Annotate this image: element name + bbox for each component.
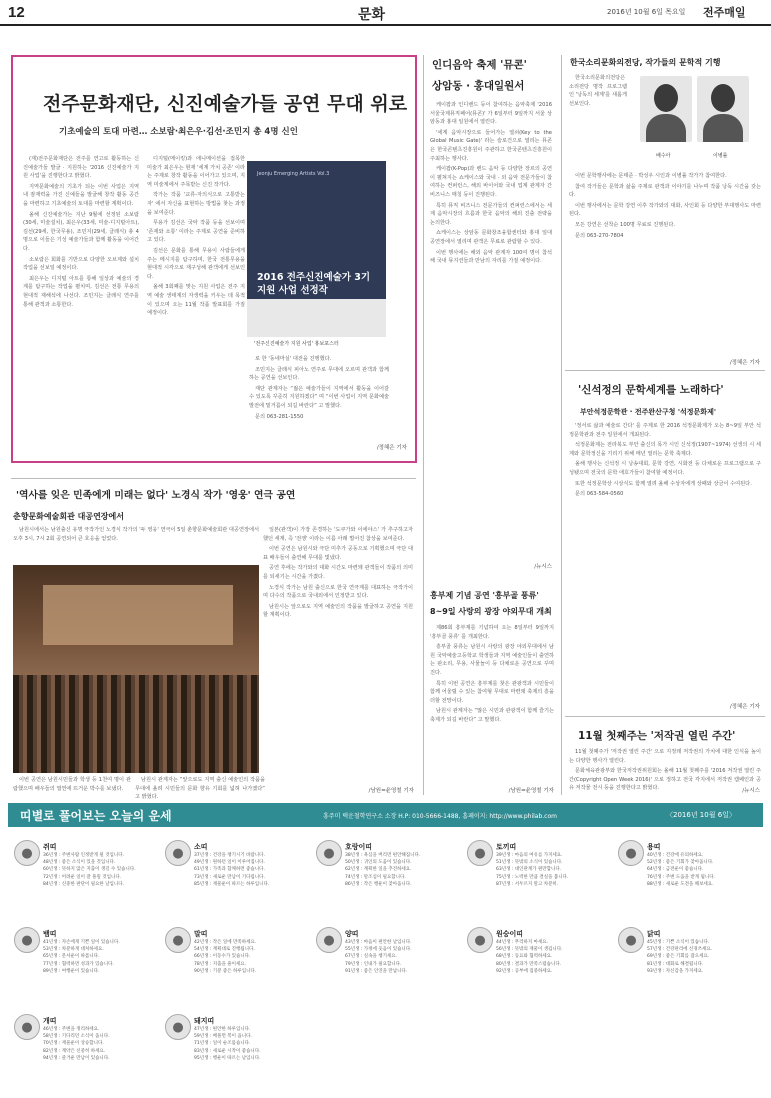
fortune-sign-text: [647, 939, 765, 975]
author-photo-1: [640, 76, 692, 142]
fortune-line: 69년생 : 좋은 기회를 잡으세요.: [647, 954, 710, 960]
fortune-sign: [467, 927, 615, 1009]
fortune-sign-name: 토끼띠: [496, 843, 517, 851]
fortune-line: 91년생 : 좋은 인연을 만납니다.: [345, 968, 408, 974]
poster-band: [247, 299, 386, 337]
fortune-line: 58년생 : 기다리던 소식이 옵니다.: [43, 1034, 110, 1040]
fortune-line: 52년생 : 좋은 기회가 찾아옵니다.: [647, 860, 714, 866]
theater-byline: /남원=윤영철 기자: [368, 788, 414, 794]
column-divider: [423, 55, 424, 795]
fortune-line: 49년생 : 원하던 일이 이루어집니다.: [194, 860, 265, 866]
prize-body: 이번 문학행사에는 문태준 · 박성우 시인과 이병률 작가가 참여한다. 참여 작가들은 문학과 삶을 주제로 관객과 이야기를 나누며 작품 낭독 시간을 갖는다. 이번 행사에서는 문학 강연 이후 작가와의 대화, 사인회 등 다양한 부대행사도 마련된다. 모든 강연은 선착순 100명 무료로 진행된다. 문의 063-270-7804: [569, 173, 761, 239]
fortune-sign: [618, 840, 766, 922]
poster-caption: '전주신진예술가 지원 사업' 홍보포스터: [254, 341, 339, 347]
rooster-icon: ●: [618, 927, 644, 953]
sheep-icon: ●: [316, 927, 342, 953]
theater-body-4: 일본(관객)이 가장 존경하는 '도쿠가와 이에야스' 가 추구하고자 했던 세계, 즉 '전쟁' 이라는 이름 아래 벌어진 참상을 보여준다. 이번 공연은 남원시와 극단 미추가 공동으로 기획했으며 극단 대표 배우들이 출연해 무대를 빛냈다. 공연 후에는 작가와의 대화 시간도 마련돼 관객들이 작품의 의미를 되새기는 시간을 가졌다. 노경식 작가는 남원 출신으로 한국 연극계를 대표하는 극작가이며 다수의 작품으로 국내외에서 인정받고 있다. 남원시는 앞으로도 지역 예술인의 작품을 발굴하고 공연을 지원할 계획이다.: [263, 527, 413, 619]
indie-headline-1: 인디음악 축제 '뮤콘': [432, 59, 527, 71]
lead-subheadline: 기초예술의 토대 마련… 소보람·최은우·김선·조민지 총 4명 신인: [59, 127, 298, 137]
fortune-line: 74년생 : 말조심이 필요합니다.: [345, 874, 406, 880]
fortune-line: 76년생 : 주변 도움을 받게 됩니다.: [647, 874, 715, 880]
theater-subheadline: 춘향문화예술회관 대공연장에서: [13, 512, 124, 521]
fortune-line: 56년생 : 뜻밖의 재물이 생깁니다.: [496, 947, 563, 953]
fortune-sign-text: [194, 852, 312, 888]
fortune-sign: [618, 927, 766, 1009]
prize-headline: 한국소리문화의전당, 작가들의 문학적 기행: [570, 58, 721, 67]
fortune-sign: [165, 927, 313, 1009]
copyright-body: 11월 첫째주가 '저작권 열린 주간' 으로 지정돼 저작권의 가치에 대한 인식을 높이는 다양한 행사가 열린다. 문화체육관광부와 한국저작권위원회는 올해 11월 첫째주를 '2016 저작권 열린 주간(Copyright Open Week 2016)' 으로 정하고 전국 각지에서 저작권 캠페인과 공유 저작물 전시 등을 진행한다고 밝혔다.: [569, 749, 761, 792]
fest-body: 제86회 흥부제를 기념하여 오는 8일부터 9일까지 '흥부골 풍류' 를 개최한다. 흥부골 풍류는 남원시 사랑의 광장 야외무대에서 남원 국악예술고등학교 학생들과 지역 예술인들이 출연하는 판소리, 무용, 사물놀이 등 다채로운 공연으로 꾸며진다. 특히 이번 공연은 흥부제를 찾은 관광객과 시민들이 함께 어울릴 수 있는 참여형 무대로 마련돼 축제의 흥을 더할 전망이다. 남원시 관계자는 “많은 시민과 관광객이 함께 즐기는 축제가 되길 바란다” 고 말했다.: [430, 625, 554, 723]
fortune-line: 90년생 : 기분 좋은 하루입니다.: [194, 968, 257, 974]
fortune-line: 46년생 : 주변을 정리하세요.: [43, 1027, 100, 1032]
fest-headline-2: 8~9일 사랑의 광장 야외무대 개최: [430, 607, 552, 616]
fortune-sign-text: [43, 1026, 161, 1062]
fortune-sign: [14, 840, 162, 922]
fortune-line: 67년생 : 실속을 챙기세요.: [345, 954, 398, 960]
fortune-line: 86년생 : 작은 행운이 찾아옵니다.: [345, 881, 412, 887]
fortune-line: 53년생 : 차분하게 대처하세요.: [43, 947, 104, 953]
copyright-headline: 11월 첫째주는 '저작권 열린 주간': [578, 730, 736, 742]
lead-column-1: (재)전주문화재단은 전주를 연고로 활동하는 신진예술가들 발굴 · 지원하는 '2016 신진예술가 지원 사업'을 진행한다고 밝혔다. 지역문화예술의 기초가 되는 이번 사업은 지역 내 잠재력을 가진 신예들을 발굴해 창작 활동 공간을 마련하고 기초예술의 토대를 마련할 계획이다. 올해 신진예술가는 지난 9월에 선정된 소보람(30세, 미술설치), 최은우(33세, 미술-디지털아트), 김선(29세, 한국무용), 조민지(29세, 클래식) 총 4명으로 이들은 기성 예술가들과 함께 활동을 이어간다. 소보람은 회화를 기반으로 다양한 오브제와 설치 작업을 선보일 예정이다. 최은우는 디지털 아트를 통해 일상과 예술의 경계를 탐구하는 작업을 펼치며, 김선은 전통 무용의 현대적 재해석에 나선다. 조민지는 클래식 연주를 통해 관객과 소통한다.: [23, 156, 139, 308]
fortune-line: 47년생 : 편안한 하루입니다.: [194, 1027, 251, 1032]
indie-byline: /뉴시스: [534, 564, 552, 570]
rabbit-icon: ●: [467, 840, 493, 866]
publication-name: 전주매일: [703, 6, 746, 19]
fortune-line: 38년생 : 욕심을 버리면 편안해집니다.: [345, 853, 421, 858]
fortune-line: 93년생 : 자신감을 가지세요.: [647, 968, 704, 974]
indie-headline-2: 상암동 · 홍대일원서: [432, 80, 525, 92]
fortune-sign: [467, 840, 615, 922]
fortune-sign-name: 호랑이띠: [345, 843, 373, 851]
fortune-sign-text: [43, 939, 161, 975]
fortune-sign: [14, 927, 162, 1009]
prize-byline: /정혜은 기자: [729, 360, 760, 366]
section-title: 문화: [358, 7, 386, 23]
section-divider: [11, 478, 416, 479]
fortune-sign: [316, 927, 464, 1009]
horse-icon: ●: [165, 927, 191, 953]
fortune-sign-text: [345, 852, 463, 888]
poster-small-text: Jeonju Emerging Artists Vol.3: [257, 171, 330, 177]
ox-icon: ●: [165, 840, 191, 866]
theater-body-1: 남원시에서는 남원출신 유명 극작가인 노경식 작가의 '두 영웅' 연극이 5일 춘향문화예술회관 대공연장에서 오후 3시, 7시 2회 공연되어 큰 호응을 얻었다.: [13, 527, 259, 542]
fortune-line: 82년생 : 계약은 신중히 하세요.: [43, 1048, 106, 1054]
issue-date: 2016년 10월 6일 목요일: [607, 8, 686, 16]
fortune-sign: [316, 840, 464, 922]
theater-photo: [13, 565, 259, 773]
fortune-line: 75년생 : 노력한 만큼 결실을 봅니다.: [496, 874, 569, 880]
snake-icon: ●: [14, 927, 40, 953]
fortune-sign-name: 말띠: [194, 930, 208, 938]
page-number: 12: [8, 4, 25, 21]
fortune-sign-text: [647, 852, 765, 888]
masthead-rule: [0, 24, 771, 26]
fortune-line: 54년생 : 계획대로 진행됩니다.: [194, 947, 255, 953]
fortune-sign-name: 돼지띠: [194, 1017, 215, 1025]
fortune-sign-name: 소띠: [194, 843, 208, 851]
fortune-date: 〈2016년 10월 6일〉: [666, 811, 736, 819]
poetry-body: '정서로 삶과 예술로 간다' 를 주제로 한 2016 석정문화제가 오는 8~9일 부안 석정문학관과 전주 일원에서 개최된다. 석정문화제는 전라북도 부안 출신의 목가 시인 신석정(1907~1974) 선생의 시 세계와 문학정신을 기리기 위해 매년 열리는 문학 축제다. 올해 행사는 신석정 시 낭송대회, 문학 강연, 시화전 등 다채로운 프로그램으로 구성됐으며 전국의 문학 애호가들이 참여할 예정이다. 또한 석정문학상 시상식도 함께 열려 올해 수상자에게 상패와 상금이 수여된다. 문의 063-584-0560: [569, 423, 761, 498]
fortune-line: 63년생 : 대인관계가 원만합니다.: [496, 867, 562, 873]
fortune-line: 87년생 : 서두르지 말고 차분히.: [496, 881, 559, 887]
fortune-sign-name: 양띠: [345, 930, 359, 938]
lead-column-3: 로 한 '동네마실' 대전을 진행했다. 조민지는 클래식 피아노 연주로 무대에 오르며 관객과 함께 하는 공연을 선보인다. 재단 관계자는 “젊은 예술가들이 지역에서 활동을 이어갈 수 있도록 꾸준히 지원하겠다” 며 “이번 사업이 지역 문화예술 발전에 밑거름이 되길 바란다” 고 말했다. 문의 063-281-1550: [249, 356, 389, 420]
monkey-icon: ●: [467, 927, 493, 953]
theater-headline: '역사를 잊은 민족에게 미래는 없다' 노경식 작가 '영웅' 연극 공연: [16, 490, 296, 501]
fortune-line: 57년생 : 건강관리에 신경쓰세요.: [647, 947, 713, 953]
fortune-line: 85년생 : 재물운이 따르는 하루입니다.: [194, 881, 270, 887]
fortune-sign: [165, 840, 313, 922]
fortune-line: 66년생 : 이동수가 있습니다.: [194, 954, 251, 960]
fortune-line: 84년생 : 신중한 판단이 필요한 날입니다.: [43, 881, 125, 887]
fortune-line: 89년생 : 여행운이 있습니다.: [43, 968, 100, 974]
fortune-sign-name: 용띠: [647, 843, 661, 851]
fortune-sign-text: [496, 852, 614, 888]
fortune-line: 72년생 : 어려운 일이 잘 풀릴 것입니다.: [43, 874, 122, 880]
dog-icon: ●: [14, 1014, 40, 1040]
fortune-line: 64년생 : 금전운이 좋습니다.: [647, 867, 704, 873]
fortune-sign-name: 개띠: [43, 1017, 57, 1025]
poster-title: 2016 전주신진예술가 3기 지원 사업 선정작: [257, 272, 371, 296]
fortune-line: 95년생 : 행운이 따르는 날입니다.: [194, 1055, 261, 1061]
column-divider: [561, 55, 562, 795]
fortune-line: 83년생 : 새로운 시작이 좋습니다.: [194, 1048, 261, 1054]
author-photo-2: [697, 76, 749, 142]
fortune-line: 44년생 : 무리하지 마세요.: [496, 940, 549, 945]
fortune-line: 60년생 : 뜻하지 않은 지출이 생길 수 있습니다.: [43, 867, 136, 873]
rat-icon: ●: [14, 840, 40, 866]
fest-byline: /남원=윤영철 기자: [508, 788, 554, 794]
fortune-sign-text: [345, 939, 463, 975]
theater-body-3: 남원시 관계자는 “앞으로도 지역 출신 예술인의 작품을 무대에 올려 시민들의 문화 향유 기회를 넓혀 나가겠다” 고 밝혔다.: [135, 777, 265, 801]
fortune-sign: [165, 1014, 313, 1096]
fortune-line: 73년생 : 새로운 만남이 기다립니다.: [194, 874, 265, 880]
lead-headline: 전주문화재단, 신진예술가들 공연 무대 위로: [43, 93, 408, 115]
fortune-line: 41년생 : 자손에게 기쁜 일이 있습니다.: [43, 940, 120, 945]
masthead: [0, 0, 771, 28]
fortune-line: 51년생 : 뜻밖의 소식이 있습니다.: [496, 860, 563, 866]
fortune-line: 92년생 : 공부에 집중하세요.: [496, 968, 553, 974]
fortune-sign: [14, 1014, 162, 1096]
poetry-subheadline: 부안석정문학관 · 전주완산구청 '석정문화제': [580, 408, 716, 416]
fortune-line: 88년생 : 새로운 도전을 해보세요.: [647, 881, 714, 887]
section-divider: [565, 716, 765, 717]
fortune-line: 62년생 : 계획한 일을 추진하세요.: [345, 867, 412, 873]
fortune-sign-name: 원숭이띠: [496, 930, 524, 938]
fortune-header: [8, 803, 763, 827]
fortune-line: 70년생 : 재물운이 상승합니다.: [43, 1041, 104, 1047]
fortune-title: 띠별로 풀어보는 오늘의 운세: [20, 809, 172, 823]
fortune-line: 39년생 : 마음의 여유를 가지세요.: [496, 853, 563, 858]
lead-byline: /정혜은 기자: [376, 445, 407, 451]
fortune-line: 42년생 : 작은 일에 만족하세요.: [194, 940, 257, 945]
fortune-line: 55년생 : 가정에 웃음이 있습니다.: [345, 947, 412, 953]
dragon-icon: ●: [618, 840, 644, 866]
pig-icon: ●: [165, 1014, 191, 1040]
poetry-byline: /정혜은 기자: [729, 704, 760, 710]
fortune-line: 77년생 : 협력하면 성과가 있습니다.: [43, 961, 114, 967]
fortune-line: 80년생 : 결과가 만족스럽습니다.: [496, 961, 562, 967]
fortune-meta: 흥주미 택운철학연구소 소장 H.P: 010-5666-1488, 홈페이지: http://www.philab.com: [323, 813, 557, 820]
fortune-line: 65년생 : 문서운이 따릅니다.: [43, 954, 100, 960]
fortune-line: 61년생 : 가족과 함께하면 좋습니다.: [194, 867, 265, 873]
fortune-sign-name: 닭띠: [647, 930, 661, 938]
prize-intro: 한국소리문화의전당은 소리전당 명작 프로그램인 '낭독의 세계'를 새롭게 선보인다.: [569, 75, 627, 107]
fortune-sign-text: [496, 939, 614, 975]
fortune-line: 36년생 : 주변사람 인정받게 될 것입니다.: [43, 853, 125, 858]
fortune-line: 94년생 : 즐거운 만남이 있습니다.: [43, 1055, 110, 1061]
lead-column-2: 디지털(메이킹)과 애니메이션을 접목한 미술가 최은우는 현재 '세계 가치 공존' 이라는 주제로 창작 활동을 이어가고 있으며, 지역 미술계에서 주목받는 신진 작가다. 작가는 작품 '교류-자의식으로 고통받는 자' 에서 자신을 표현하는 방법을 찾는 과정을 보여준다. 무용가 김선은 국악 작품 등을 선보이며 '존재와 소통' 이라는 주제로 공연을 준비하고 있다. 김선은 문화를 통해 무용이 사람들에게 주는 메시지를 탐구하며, 한국 전통무용을 현대적 시각으로 재구성해 관객에게 선보인다. 올해 3회째를 맞는 지원 사업은 전주 지역 예술 생태계의 자생력을 키우는 데 목적이 있으며 오는 11월 작품 발표회를 가질 예정이다.: [147, 156, 245, 317]
section-divider: [565, 370, 765, 371]
fortune-line: 81년생 : 대화로 해결됩니다.: [647, 961, 704, 967]
fortune-line: 43년생 : 마음이 편안한 날입니다.: [345, 940, 412, 945]
fortune-line: 79년생 : 인내가 필요합니다.: [345, 961, 402, 967]
fortune-line: 48년생 : 좋은 소식이 있을 것입니다.: [43, 860, 116, 866]
fortune-sign-text: [43, 852, 161, 888]
fortune-sign-name: 뱀띠: [43, 930, 57, 938]
indie-body: 케이팝과 인디밴드 등이 참여하는 음악축제 '2016 서울국제뮤직페어(뮤콘)' 가 6일부터 9일까지 서울 상암동과 홍대 일원에서 열린다. '세계 음악시장으로 들어가는 열쇠(Key to the Global Music Gate)' 라는 슬로건으로 열리는 뮤콘은 한국콘텐츠진흥원이 주관하고 한국콘텐츠진흥원이 주최하는 행사다. 케이팝(K-Pop)과 밴드 음악 등 다양한 장르의 공연이 펼쳐지는 쇼케이스와 국내 · 외 음악 전문가들이 참여하는 컨퍼런스, 해외 바이어와 국내 업계 관계자 간 비즈니스 매칭 등이 진행된다. 특히 뮤직 비즈니스 전문가들의 컨퍼런스에서는 세계 음악시장의 흐름과 한국 음악의 해외 진출 전략을 논의한다. 쇼케이스는 상암동 문화창조융합센터와 홍대 일대 공연장에서 열리며 관객은 무료로 관람할 수 있다. 이번 행사에는 해외 음악 관계자 100여 명이 참석해 국내 뮤지션들과 만남의 자리를 가질 예정이다.: [430, 102, 552, 265]
fortune-sign-name: 쥐띠: [43, 843, 57, 851]
poster-image: [247, 161, 386, 337]
fortune-line: 40년생 : 건강에 유의하세요.: [647, 853, 704, 858]
fortune-line: 68년생 : 동료와 협력하세요.: [496, 954, 553, 960]
poetry-headline: '신석정의 문학세계를 노래하다': [578, 384, 724, 396]
fest-headline-1: 흥부제 기념 공연 '흥부골 풍류': [430, 591, 539, 600]
fortune-line: 78년생 : 지출을 줄이세요.: [194, 961, 247, 967]
fortune-line: 71년생 : 일이 순조롭습니다.: [194, 1041, 251, 1047]
fortune-line: 50년생 : 귀인의 도움이 있습니다.: [345, 860, 412, 866]
fortune-line: 37년생 : 건강을 챙기시기 바랍니다.: [194, 853, 265, 858]
fortune-line: 45년생 : 기쁜 소식이 있습니다.: [647, 940, 710, 945]
theater-body-2: 이번 공연은 남원시민들과 학생 등 1천여 명이 관람했으며 배우들의 열연에 뜨거운 박수를 보냈다.: [13, 777, 131, 792]
author-caption-1: 배수아: [656, 153, 671, 159]
copyright-byline: /뉴시스: [742, 788, 760, 794]
author-caption-2: 이병률: [713, 153, 728, 159]
fortune-sign-text: [194, 1026, 312, 1062]
tiger-icon: ●: [316, 840, 342, 866]
fortune-line: 59년생 : 베풀면 복이 옵니다.: [194, 1034, 252, 1040]
fortune-sign-text: [194, 939, 312, 975]
